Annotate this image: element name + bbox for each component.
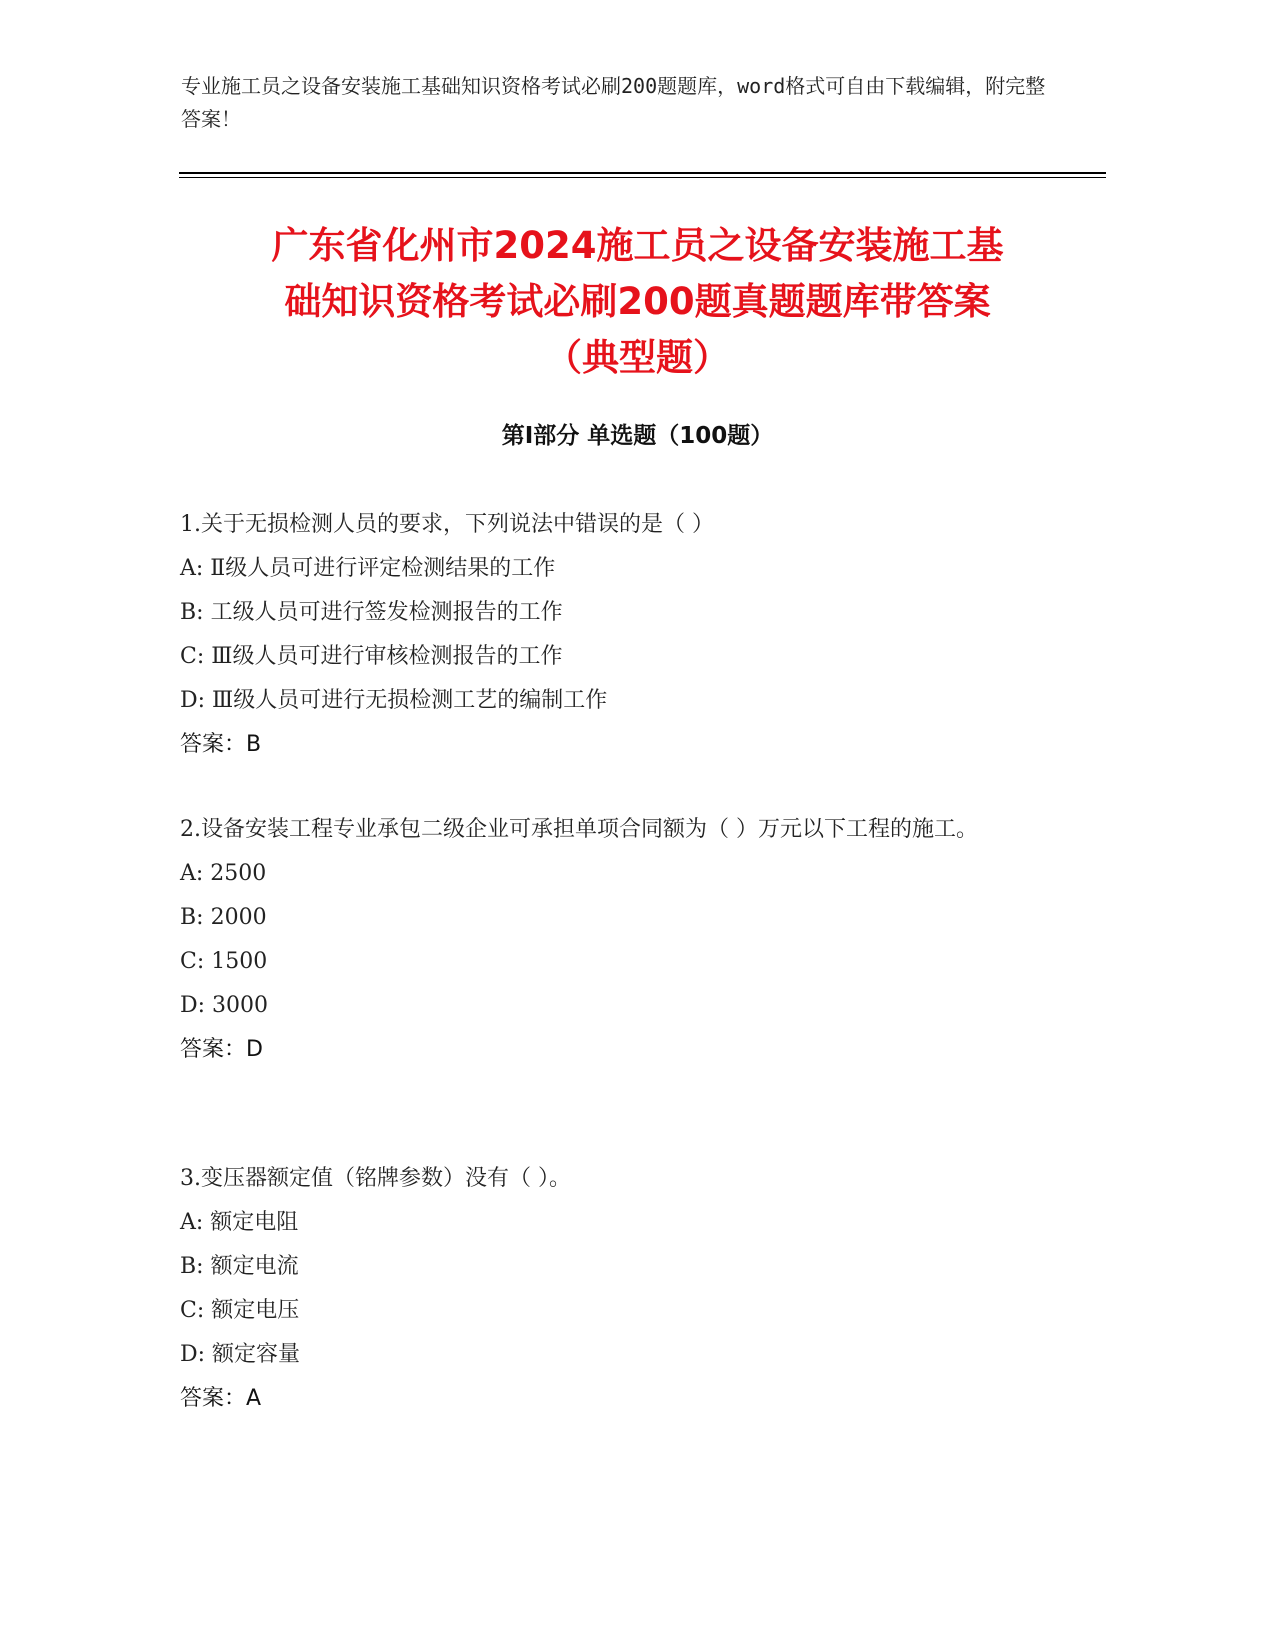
answer: 答案：A: [180, 1386, 262, 1411]
answer: 答案：D: [180, 1037, 263, 1062]
option-c: C: Ⅲ级人员可进行审核检测报告的工作: [180, 644, 563, 669]
option-b: B: 工级人员可进行签发检测报告的工作: [180, 600, 563, 625]
section-heading: 第I部分 单选题（100题）: [501, 423, 774, 449]
option-b: B: 额定电流: [180, 1254, 299, 1279]
answer: 答案：B: [180, 732, 262, 757]
question-2: [180, 808, 1040, 1072]
header-divider-thin: [179, 177, 1106, 178]
document-title-line-1: 广东省化州市2024施工员之设备安装施工基: [271, 224, 1004, 267]
option-b: B: 2000: [180, 905, 267, 930]
option-d: D: 额定容量: [180, 1342, 301, 1367]
option-a: A: 额定电阻: [180, 1210, 299, 1235]
question-3: [180, 1157, 1040, 1421]
question-stem: 3.变压器额定值（铭牌参数）没有（ ）。: [180, 1166, 571, 1191]
document-title-line-2: 础知识资格考试必刷200题真题题库带答案: [284, 280, 991, 323]
document-title-line-3: （典型题）: [545, 336, 730, 379]
question-stem: 1.关于无损检测人员的要求，下列说法中错误的是（ ）: [180, 512, 714, 537]
question-stem: 2.设备安装工程专业承包二级企业可承担单项合同额为（ ）万元以下工程的施工。: [180, 817, 978, 842]
document-title: [170, 218, 1105, 386]
option-a: A: 2500: [180, 861, 267, 886]
header-divider-thick: [179, 172, 1106, 174]
header-note: 专业施工员之设备安装施工基础知识资格考试必刷200题题库，word格式可自由下载编辑，附完整答案！: [181, 74, 1046, 131]
option-d: D: 3000: [180, 993, 269, 1018]
option-c: C: 1500: [180, 949, 268, 974]
question-1: [180, 503, 1040, 767]
option-c: C: 额定电压: [180, 1298, 300, 1323]
option-d: D: Ⅲ级人员可进行无损检测工艺的编制工作: [180, 688, 608, 713]
option-a: A: Ⅱ级人员可进行评定检测结果的工作: [180, 556, 556, 581]
